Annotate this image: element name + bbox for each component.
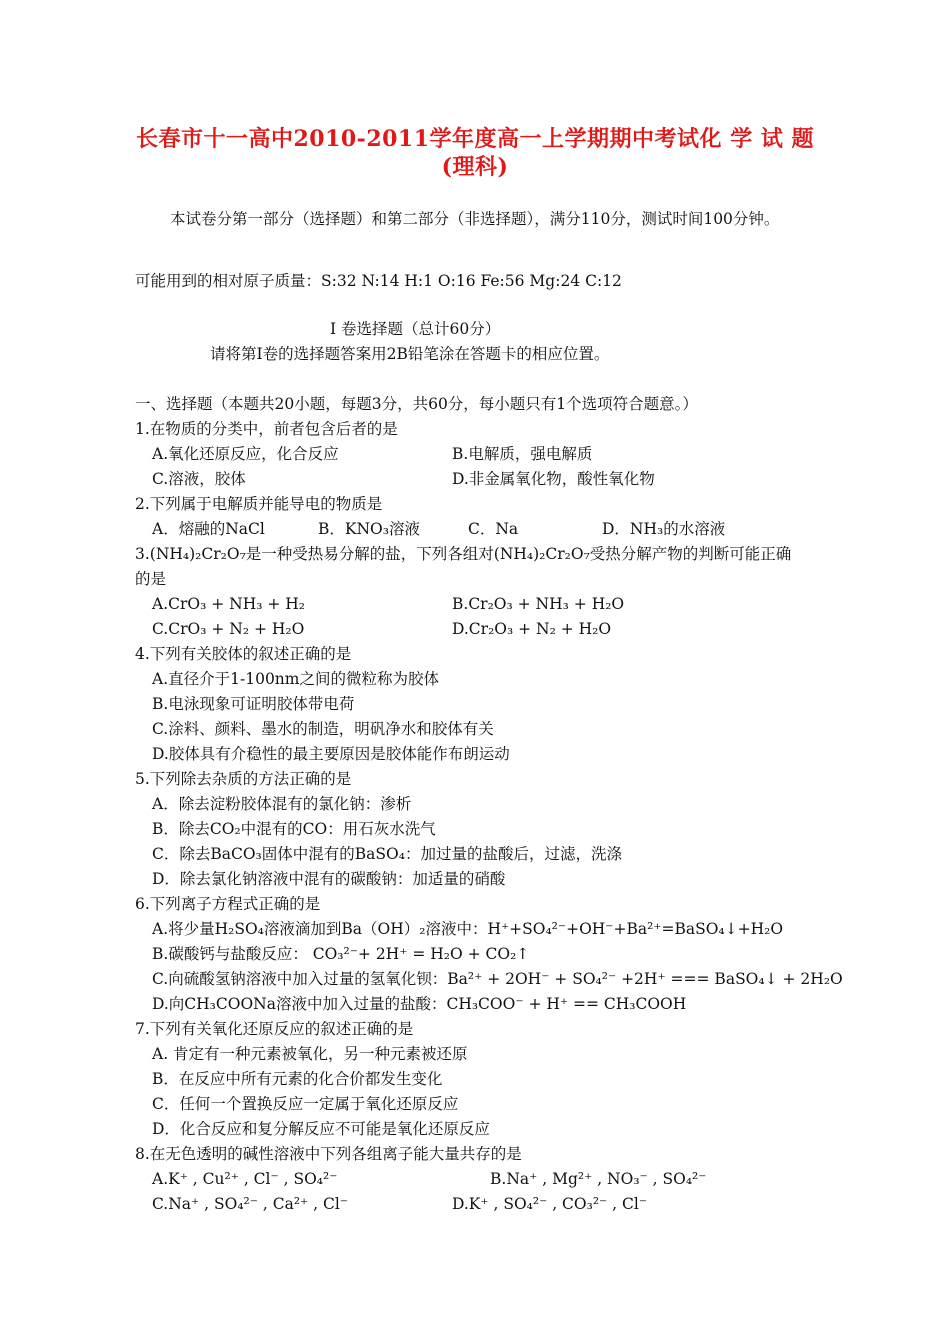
question-7-stem: 7.下列有关氧化还原反应的叙述正确的是 xyxy=(135,1020,414,1038)
question-6-option-d: D.向CH₃COONa溶液中加入过量的盐酸：CH₃COO⁻ + H⁺ == CH₃COOH xyxy=(152,995,687,1013)
question-2-option-a: A．熔融的NaCl xyxy=(152,520,265,538)
question-3-stem: 3.(NH₄)₂Cr₂O₇是一种受热易分解的盐，下列各组对(NH₄)₂Cr₂O₇受热分解产物的判断可能正确 xyxy=(135,545,792,563)
question-6-option-b: B.碳酸钙与盐酸反应： CO₃²⁻+ 2H⁺ = H₂O + CO₂↑ xyxy=(152,945,530,963)
part-heading: 一、选择题（本题共20小题，每题3分，共60分，每小题只有1个选项符合题意。） xyxy=(135,395,698,413)
question-4-option-c: C.涂料、颜料、墨水的制造，明矾净水和胶体有关 xyxy=(152,720,494,738)
question-8-option-c: C.Na⁺ , SO₄²⁻ , Ca²⁺ , Cl⁻ xyxy=(152,1195,348,1213)
question-1-stem: 1.在物质的分类中，前者包含后者的是 xyxy=(135,420,398,438)
title-line2: (理科) xyxy=(441,154,509,180)
question-2-stem: 2.下列属于电解质并能导电的物质是 xyxy=(135,495,383,513)
question-7-option-a: A. 肯定有一种元素被氧化，另一种元素被还原 xyxy=(152,1045,468,1063)
question-2-option-b: B．KNO₃溶液 xyxy=(318,520,420,538)
question-1-option-d: D.非金属氧化物，酸性氧化物 xyxy=(452,470,655,488)
exam-intro: 本试卷分第一部分（选择题）和第二部分（非选择题），满分110分，测试时间100分钟。 xyxy=(170,210,780,228)
title-line1: 长春市十一高中2010-2011学年度高一上学期期中考试化 学 试 题 xyxy=(135,126,815,152)
question-6-stem: 6.下列离子方程式正确的是 xyxy=(135,895,321,913)
question-6-option-a: A.将少量H₂SO₄溶液滴加到Ba（OH）₂溶液中：H⁺+SO₄²⁻+OH⁻+Ba²⁺=BaSO₄↓+H₂O xyxy=(152,920,784,938)
question-7-option-d: D．化合反应和复分解反应不可能是氧化还原反应 xyxy=(152,1120,490,1138)
question-3-stem-cont: 的是 xyxy=(135,570,167,588)
question-4-option-a: A.直径介于1-100nm之间的微粒称为胶体 xyxy=(152,670,439,688)
question-3-option-d: D.Cr₂O₃ + N₂ + H₂O xyxy=(452,620,612,638)
question-7-option-b: B．在反应中所有元素的化合价都发生变化 xyxy=(152,1070,443,1088)
question-3-option-a: A.CrO₃ + NH₃ + H₂ xyxy=(152,595,306,613)
question-1-option-b: B.电解质，强电解质 xyxy=(452,445,593,463)
question-2-option-c: C．Na xyxy=(468,520,519,538)
question-4-option-d: D.胶体具有介稳性的最主要原因是胶体能作布朗运动 xyxy=(152,745,510,763)
question-5-stem: 5.下列除去杂质的方法正确的是 xyxy=(135,770,352,788)
question-6-option-c: C.向硫酸氢钠溶液中加入过量的氢氧化钡：Ba²⁺ + 2OH⁻ + SO₄²⁻ +2H⁺ === BaSO₄↓ + 2H₂O xyxy=(152,970,843,988)
question-4-option-b: B.电泳现象可证明胶体带电荷 xyxy=(152,695,355,713)
question-5-option-a: A．除去淀粉胶体混有的氯化钠：渗析 xyxy=(152,795,412,813)
question-5-option-b: B．除去CO₂中混有的CO：用石灰水洗气 xyxy=(152,820,436,838)
question-2-option-d: D．NH₃的水溶液 xyxy=(602,520,726,538)
question-5-option-c: C．除去BaCO₃固体中混有的BaSO₄：加过量的盐酸后，过滤，洗涤 xyxy=(152,845,622,863)
question-3-option-c: C.CrO₃ + N₂ + H₂O xyxy=(152,620,305,638)
question-8-option-b: B.Na⁺ , Mg²⁺ , NO₃⁻ , SO₄²⁻ xyxy=(490,1170,707,1188)
atomic-masses: 可能用到的相对原子质量：S:32 N:14 H:1 O:16 Fe:56 Mg:24 C:12 xyxy=(135,272,622,290)
question-1-option-c: C.溶液，胶体 xyxy=(152,470,246,488)
question-8-option-a: A.K⁺ , Cu²⁺ , Cl⁻ , SO₄²⁻ xyxy=(152,1170,338,1188)
question-5-option-d: D．除去氯化钠溶液中混有的碳酸钠：加适量的硝酸 xyxy=(152,870,506,888)
section1-title: Ⅰ 卷选择题（总计60分） xyxy=(330,320,501,338)
section1-instruction: 请将第Ⅰ卷的选择题答案用2B铅笔涂在答题卡的相应位置。 xyxy=(210,345,610,363)
question-3-option-b: B.Cr₂O₃ + NH₃ + H₂O xyxy=(452,595,625,613)
question-1-option-a: A.氧化还原反应，化合反应 xyxy=(152,445,339,463)
question-4-stem: 4.下列有关胶体的叙述正确的是 xyxy=(135,645,352,663)
question-8-option-d: D.K⁺ , SO₄²⁻ , CO₃²⁻ , Cl⁻ xyxy=(452,1195,648,1213)
question-7-option-c: C．任何一个置换反应一定属于氧化还原反应 xyxy=(152,1095,459,1113)
question-8-stem: 8.在无色透明的碱性溶液中下列各组离子能大量共存的是 xyxy=(135,1145,522,1163)
